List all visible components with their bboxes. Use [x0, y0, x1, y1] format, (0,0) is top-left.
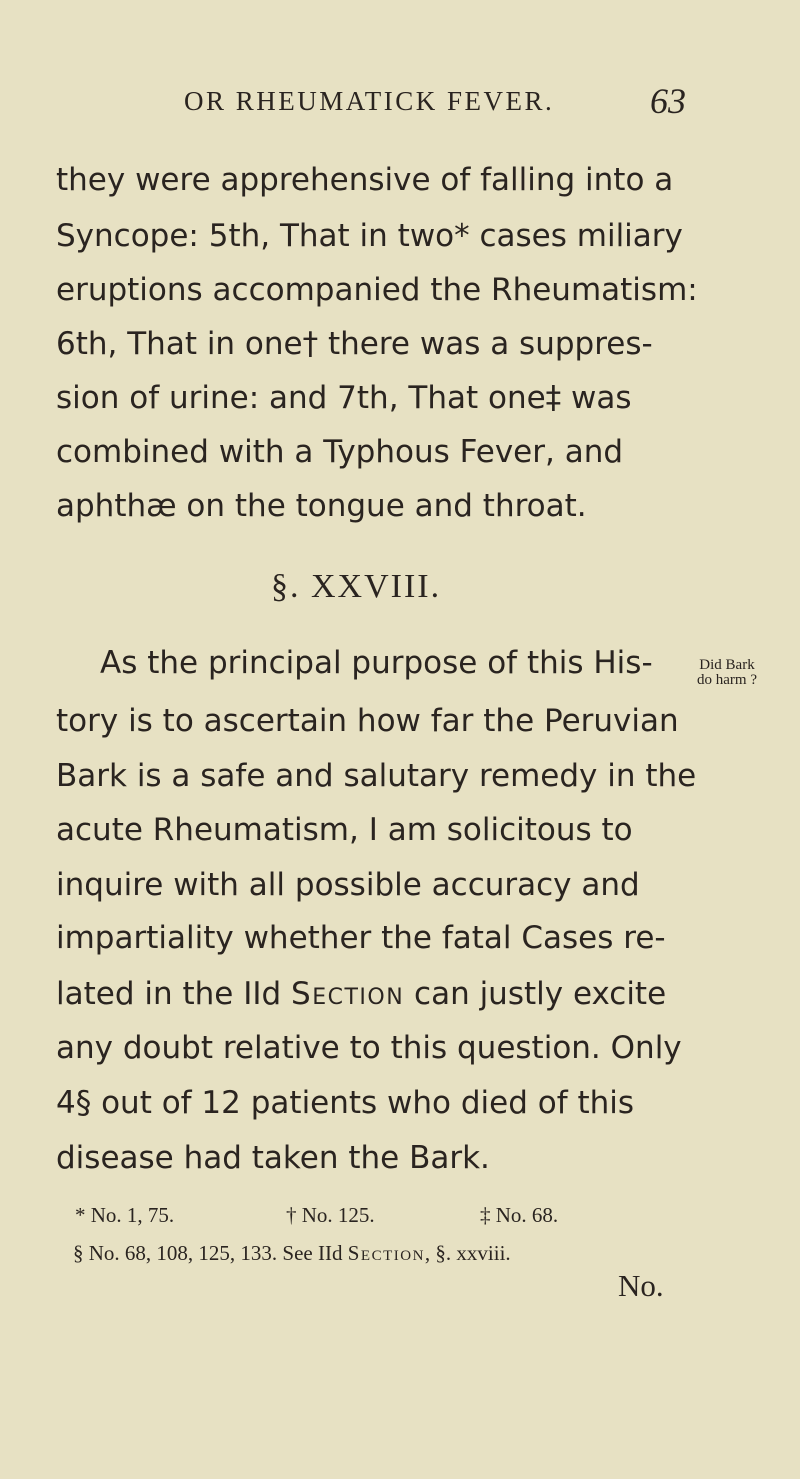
text-line: disease had taken the Bark. — [56, 1140, 490, 1176]
text-line: 6th, That in one† there was a suppres- — [56, 326, 653, 362]
page-number: 63 — [650, 81, 686, 121]
small-caps-word: Section — [347, 1241, 425, 1265]
running-title: OR RHEUMATICK FEVER. — [184, 86, 555, 116]
text-fragment: § No. 68, 108, 125, 133. See IId — [73, 1241, 348, 1265]
text-line: Syncope: 5th, That in two* cases miliary — [56, 218, 683, 254]
small-caps-word: Section — [291, 976, 405, 1012]
text-line: As the principal purpose of this His- — [100, 645, 653, 681]
text-line: Bark is a safe and salutary remedy in the — [56, 758, 697, 794]
margin-note — [687, 658, 767, 688]
margin-note-line: Did Bark — [699, 657, 755, 673]
text-line: eruptions accompanied the Rheumatism: — [56, 272, 698, 308]
text-fragment: , §. xxviii. — [424, 1241, 511, 1265]
footnote — [73, 1241, 511, 1266]
footnote: † No. 125. — [286, 1203, 375, 1227]
margin-note-line: do harm ? — [697, 672, 757, 688]
text-line: aphthæ on the tongue and throat. — [56, 488, 587, 524]
text-fragment: lated in the IId — [56, 976, 292, 1012]
text-line: sion of urine: and 7th, That one‡ was — [56, 380, 632, 416]
text-line: acute Rheumatism, I am solicitous to — [56, 812, 633, 848]
text-line — [56, 976, 666, 1012]
footnote: ‡ No. 68. — [480, 1203, 559, 1227]
text-line: impartiality whether the fatal Cases re- — [56, 920, 666, 956]
text-line: combined with a Typhous Fever, and — [56, 434, 624, 470]
section-heading: §. XXVIII. — [271, 568, 442, 605]
footnote: * No. 1, 75. — [75, 1203, 175, 1227]
text-fragment: can justly excite — [404, 976, 667, 1012]
text-line: any doubt relative to this question. Only — [56, 1030, 682, 1066]
catchword: No. — [618, 1268, 664, 1303]
text-line: inquire with all possible accuracy and — [56, 867, 640, 903]
text-line: tory is to ascertain how far the Peruvian — [56, 703, 679, 739]
text-line: they were apprehensive of falling into a — [56, 162, 674, 198]
text-line: 4§ out of 12 patients who died of this — [56, 1085, 635, 1121]
